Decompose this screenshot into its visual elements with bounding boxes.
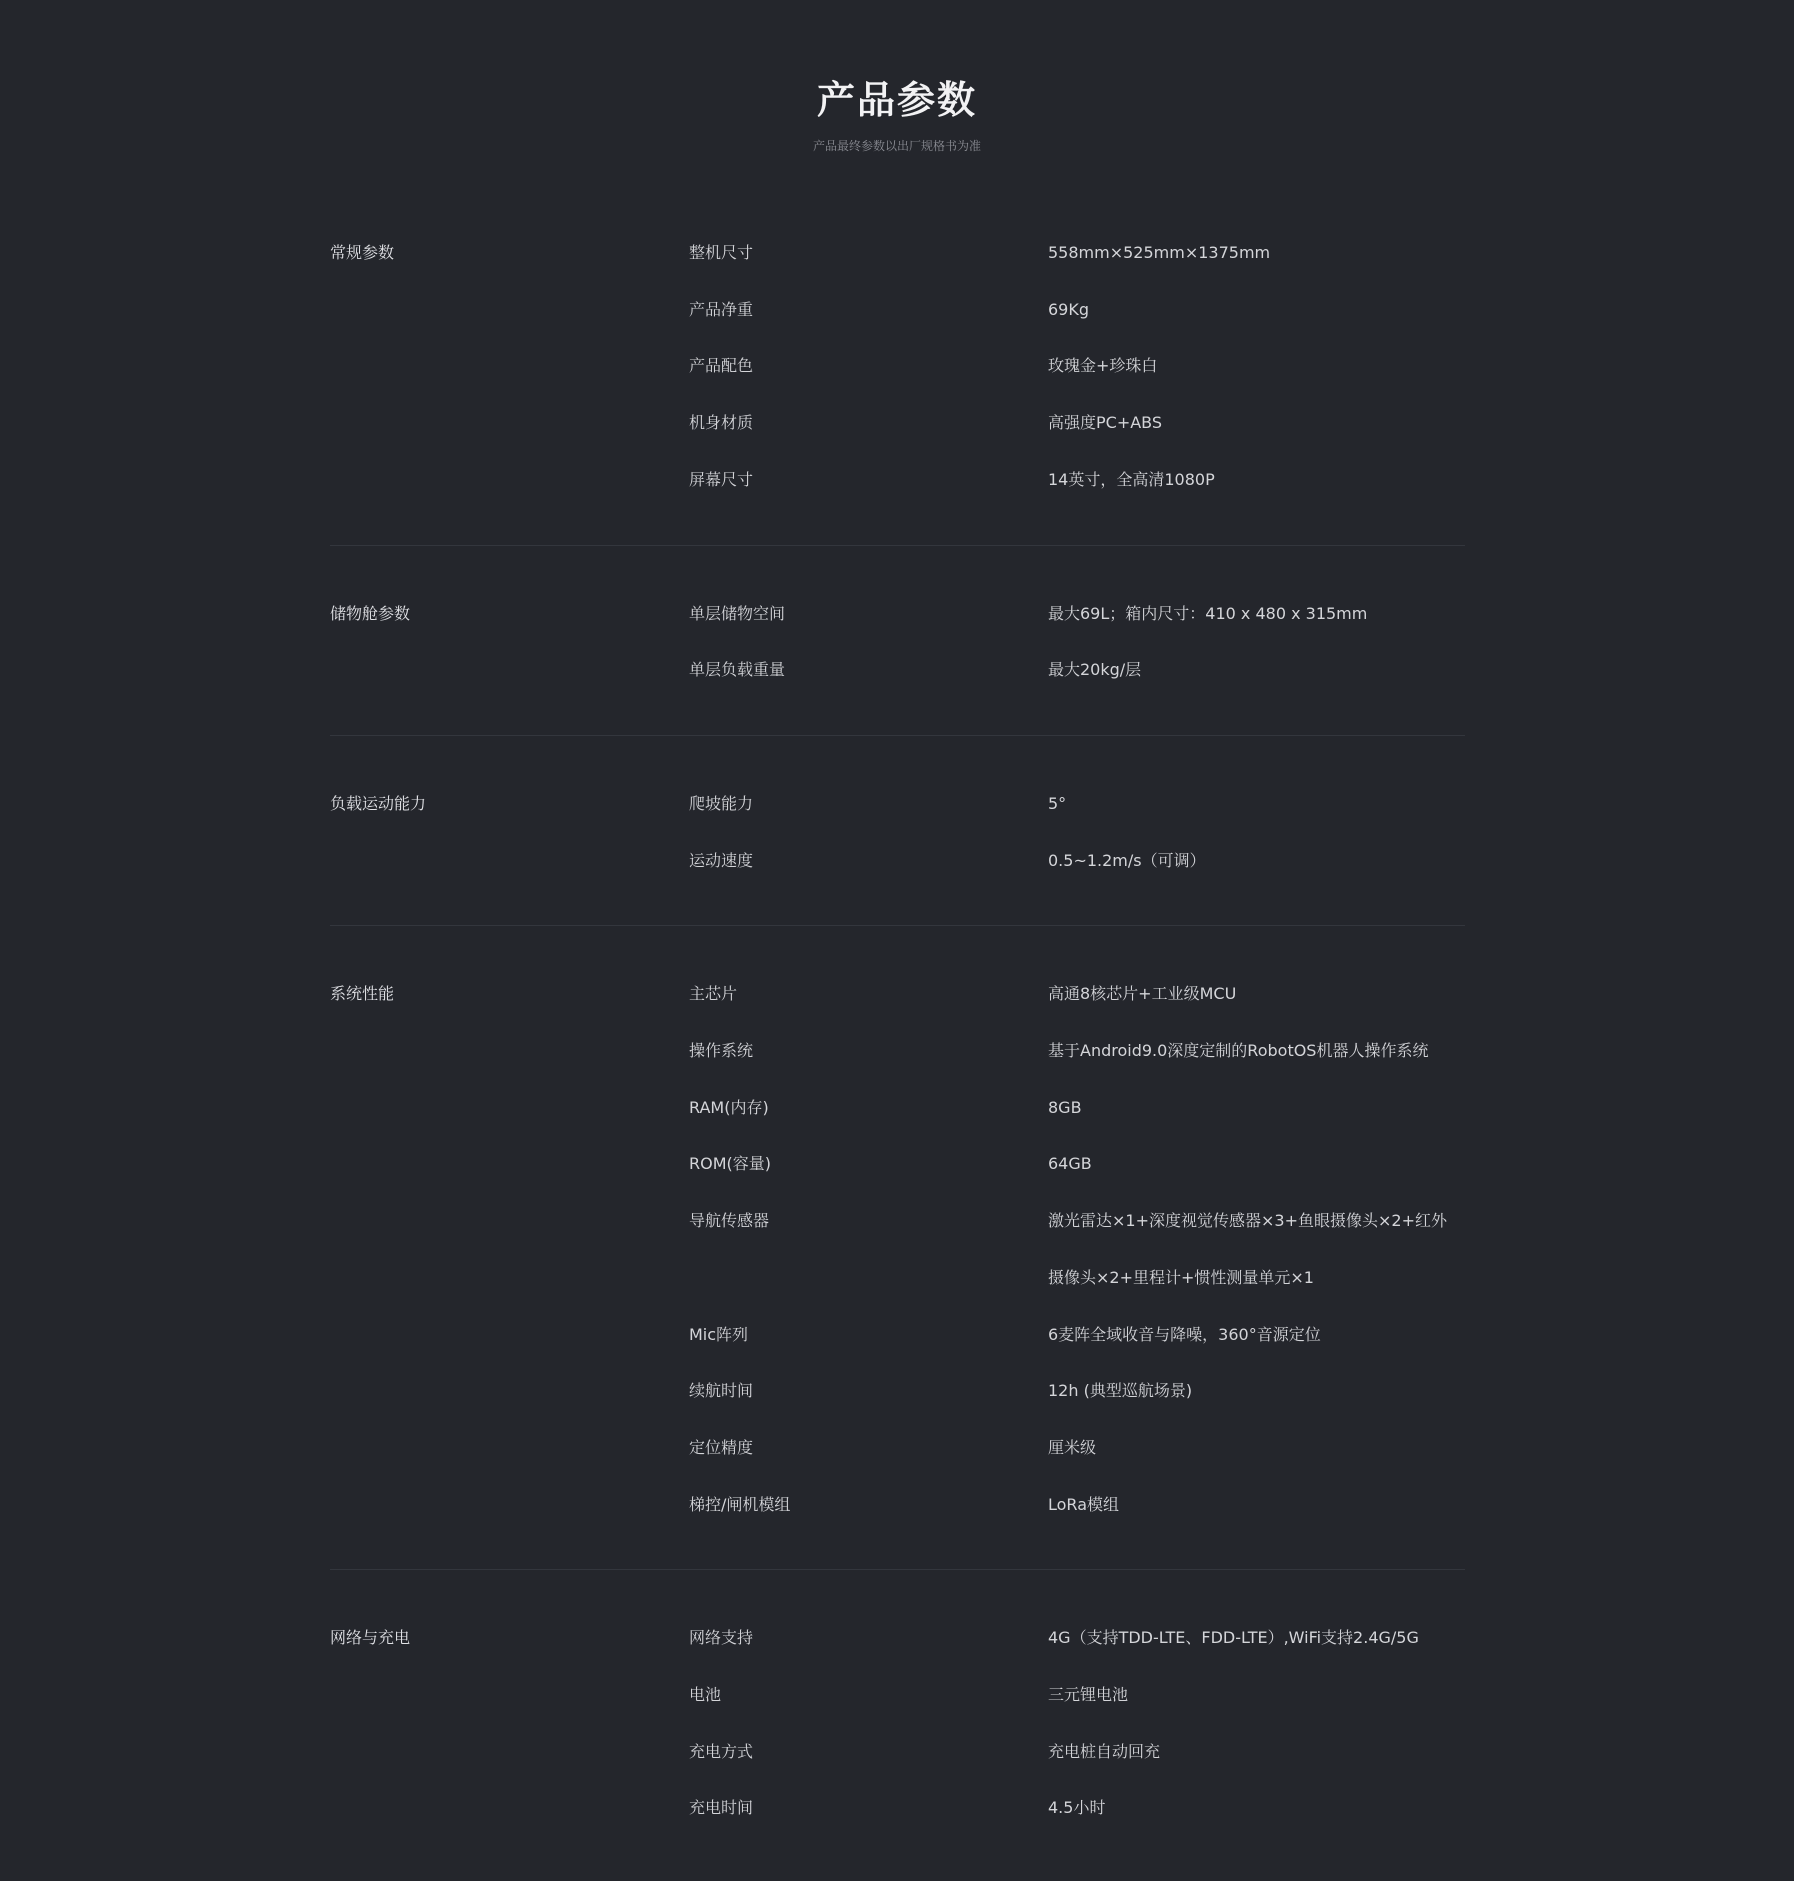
spec-rows (689, 776, 1465, 889)
spec-row (689, 833, 1465, 890)
spec-value: 0.5~1.2m/s（可调） (1048, 850, 1206, 870)
spec-row (689, 1080, 1465, 1137)
spec-value: 最大20kg/层 (1048, 660, 1142, 680)
spec-row (689, 1667, 1465, 1724)
spec-label: 充电方式 (689, 1741, 754, 1761)
spec-label: 梯控/闸机模组 (689, 1494, 791, 1514)
spec-value: LoRa模组 (1048, 1494, 1119, 1514)
section-title: 系统性能 (330, 984, 395, 1004)
spec-label: 爬坡能力 (689, 793, 754, 813)
section-title: 网络与充电 (330, 1628, 411, 1648)
spec-row (689, 1136, 1465, 1193)
spec-label: 充电时间 (689, 1798, 754, 1818)
spec-label: 单层负载重量 (689, 660, 786, 680)
spec-value: 玫瑰金+珍珠白 (1048, 356, 1158, 376)
spec-value: 4G（支持TDD-LTE、FDD-LTE）,WiFi支持2.4G/5G (1048, 1628, 1419, 1648)
spec-value: 充电桩自动回充 (1048, 1741, 1161, 1761)
spec-row (689, 1307, 1465, 1364)
spec-row (689, 1420, 1465, 1477)
spec-row (689, 1023, 1465, 1080)
spec-label: Mic阵列 (689, 1324, 749, 1344)
spec-label: 屏幕尺寸 (689, 469, 754, 489)
spec-row (689, 586, 1465, 643)
spec-row (689, 642, 1465, 699)
spec-value: 4.5小时 (1048, 1798, 1106, 1818)
spec-section-storage (330, 586, 1465, 736)
page-header (0, 72, 1794, 154)
spec-value: 激光雷达×1+深度视觉传感器×3+鱼眼摄像头×2+红外 (1048, 1211, 1447, 1231)
spec-section-general (330, 225, 1465, 546)
spec-label: 定位精度 (689, 1437, 754, 1457)
spec-value: 69Kg (1048, 299, 1090, 319)
spec-value: 厘米级 (1048, 1437, 1097, 1457)
spec-row (689, 225, 1465, 282)
spec-label: 主芯片 (689, 984, 738, 1004)
spec-label: 机身材质 (689, 413, 754, 433)
section-title: 储物舱参数 (330, 603, 411, 623)
spec-row (689, 966, 1465, 1023)
spec-value: 摄像头×2+里程计+惯性测量单元×1 (1048, 1267, 1314, 1287)
spec-label: 运动速度 (689, 850, 754, 870)
spec-value: 6麦阵全域收音与降噪，360°音源定位 (1048, 1324, 1321, 1344)
spec-value: 最大69L；箱内尺寸：410 x 480 x 315mm (1048, 603, 1368, 623)
spec-value: 5° (1048, 793, 1067, 813)
section-title: 负载运动能力 (330, 793, 427, 813)
spec-label: 网络支持 (689, 1628, 754, 1648)
spec-row (689, 1477, 1465, 1534)
spec-label: 单层储物空间 (689, 603, 786, 623)
spec-value: 高通8核芯片+工业级MCU (1048, 984, 1237, 1004)
spec-value: 基于Android9.0深度定制的RobotOS机器人操作系统 (1048, 1041, 1429, 1061)
spec-row (689, 1363, 1465, 1420)
spec-label: 电池 (689, 1685, 722, 1705)
section-title: 常规参数 (330, 243, 395, 262)
spec-row (689, 395, 1465, 452)
spec-rows (689, 1610, 1465, 1837)
spec-sections (330, 225, 1465, 1837)
page-title: 产品参数 (816, 78, 977, 122)
spec-value: 高强度PC+ABS (1048, 413, 1163, 433)
spec-label: RAM(内存) (689, 1097, 769, 1117)
page-subtitle: 产品最终参数以出厂规格书为准 (812, 139, 981, 153)
spec-label: 续航时间 (689, 1381, 754, 1401)
spec-value: 8GB (1048, 1097, 1082, 1117)
spec-row (689, 776, 1465, 833)
spec-row (689, 1724, 1465, 1781)
spec-row (689, 282, 1465, 339)
spec-label: 产品配色 (689, 356, 754, 376)
spec-row (689, 338, 1465, 395)
spec-section-network (330, 1610, 1465, 1837)
spec-rows (689, 966, 1465, 1533)
spec-row-continuation (689, 1250, 1465, 1307)
spec-rows (689, 225, 1465, 509)
spec-label: 导航传感器 (689, 1211, 770, 1231)
spec-section-motion (330, 776, 1465, 926)
spec-label: 操作系统 (689, 1041, 754, 1061)
spec-value: 12h (典型巡航场景) (1048, 1381, 1193, 1401)
spec-row (689, 1610, 1465, 1667)
spec-value: 64GB (1048, 1154, 1092, 1174)
spec-value: 三元锂电池 (1048, 1685, 1129, 1705)
spec-row (689, 1780, 1465, 1837)
spec-value: 558mm×525mm×1375mm (1048, 243, 1271, 262)
spec-label: 产品净重 (689, 299, 754, 319)
spec-row (689, 452, 1465, 509)
spec-value: 14英寸，全高清1080P (1048, 469, 1215, 489)
spec-row (689, 1193, 1465, 1250)
spec-rows (689, 586, 1465, 699)
spec-section-system (330, 966, 1465, 1570)
spec-label: ROM(容量) (689, 1154, 772, 1174)
spec-label: 整机尺寸 (689, 243, 754, 262)
